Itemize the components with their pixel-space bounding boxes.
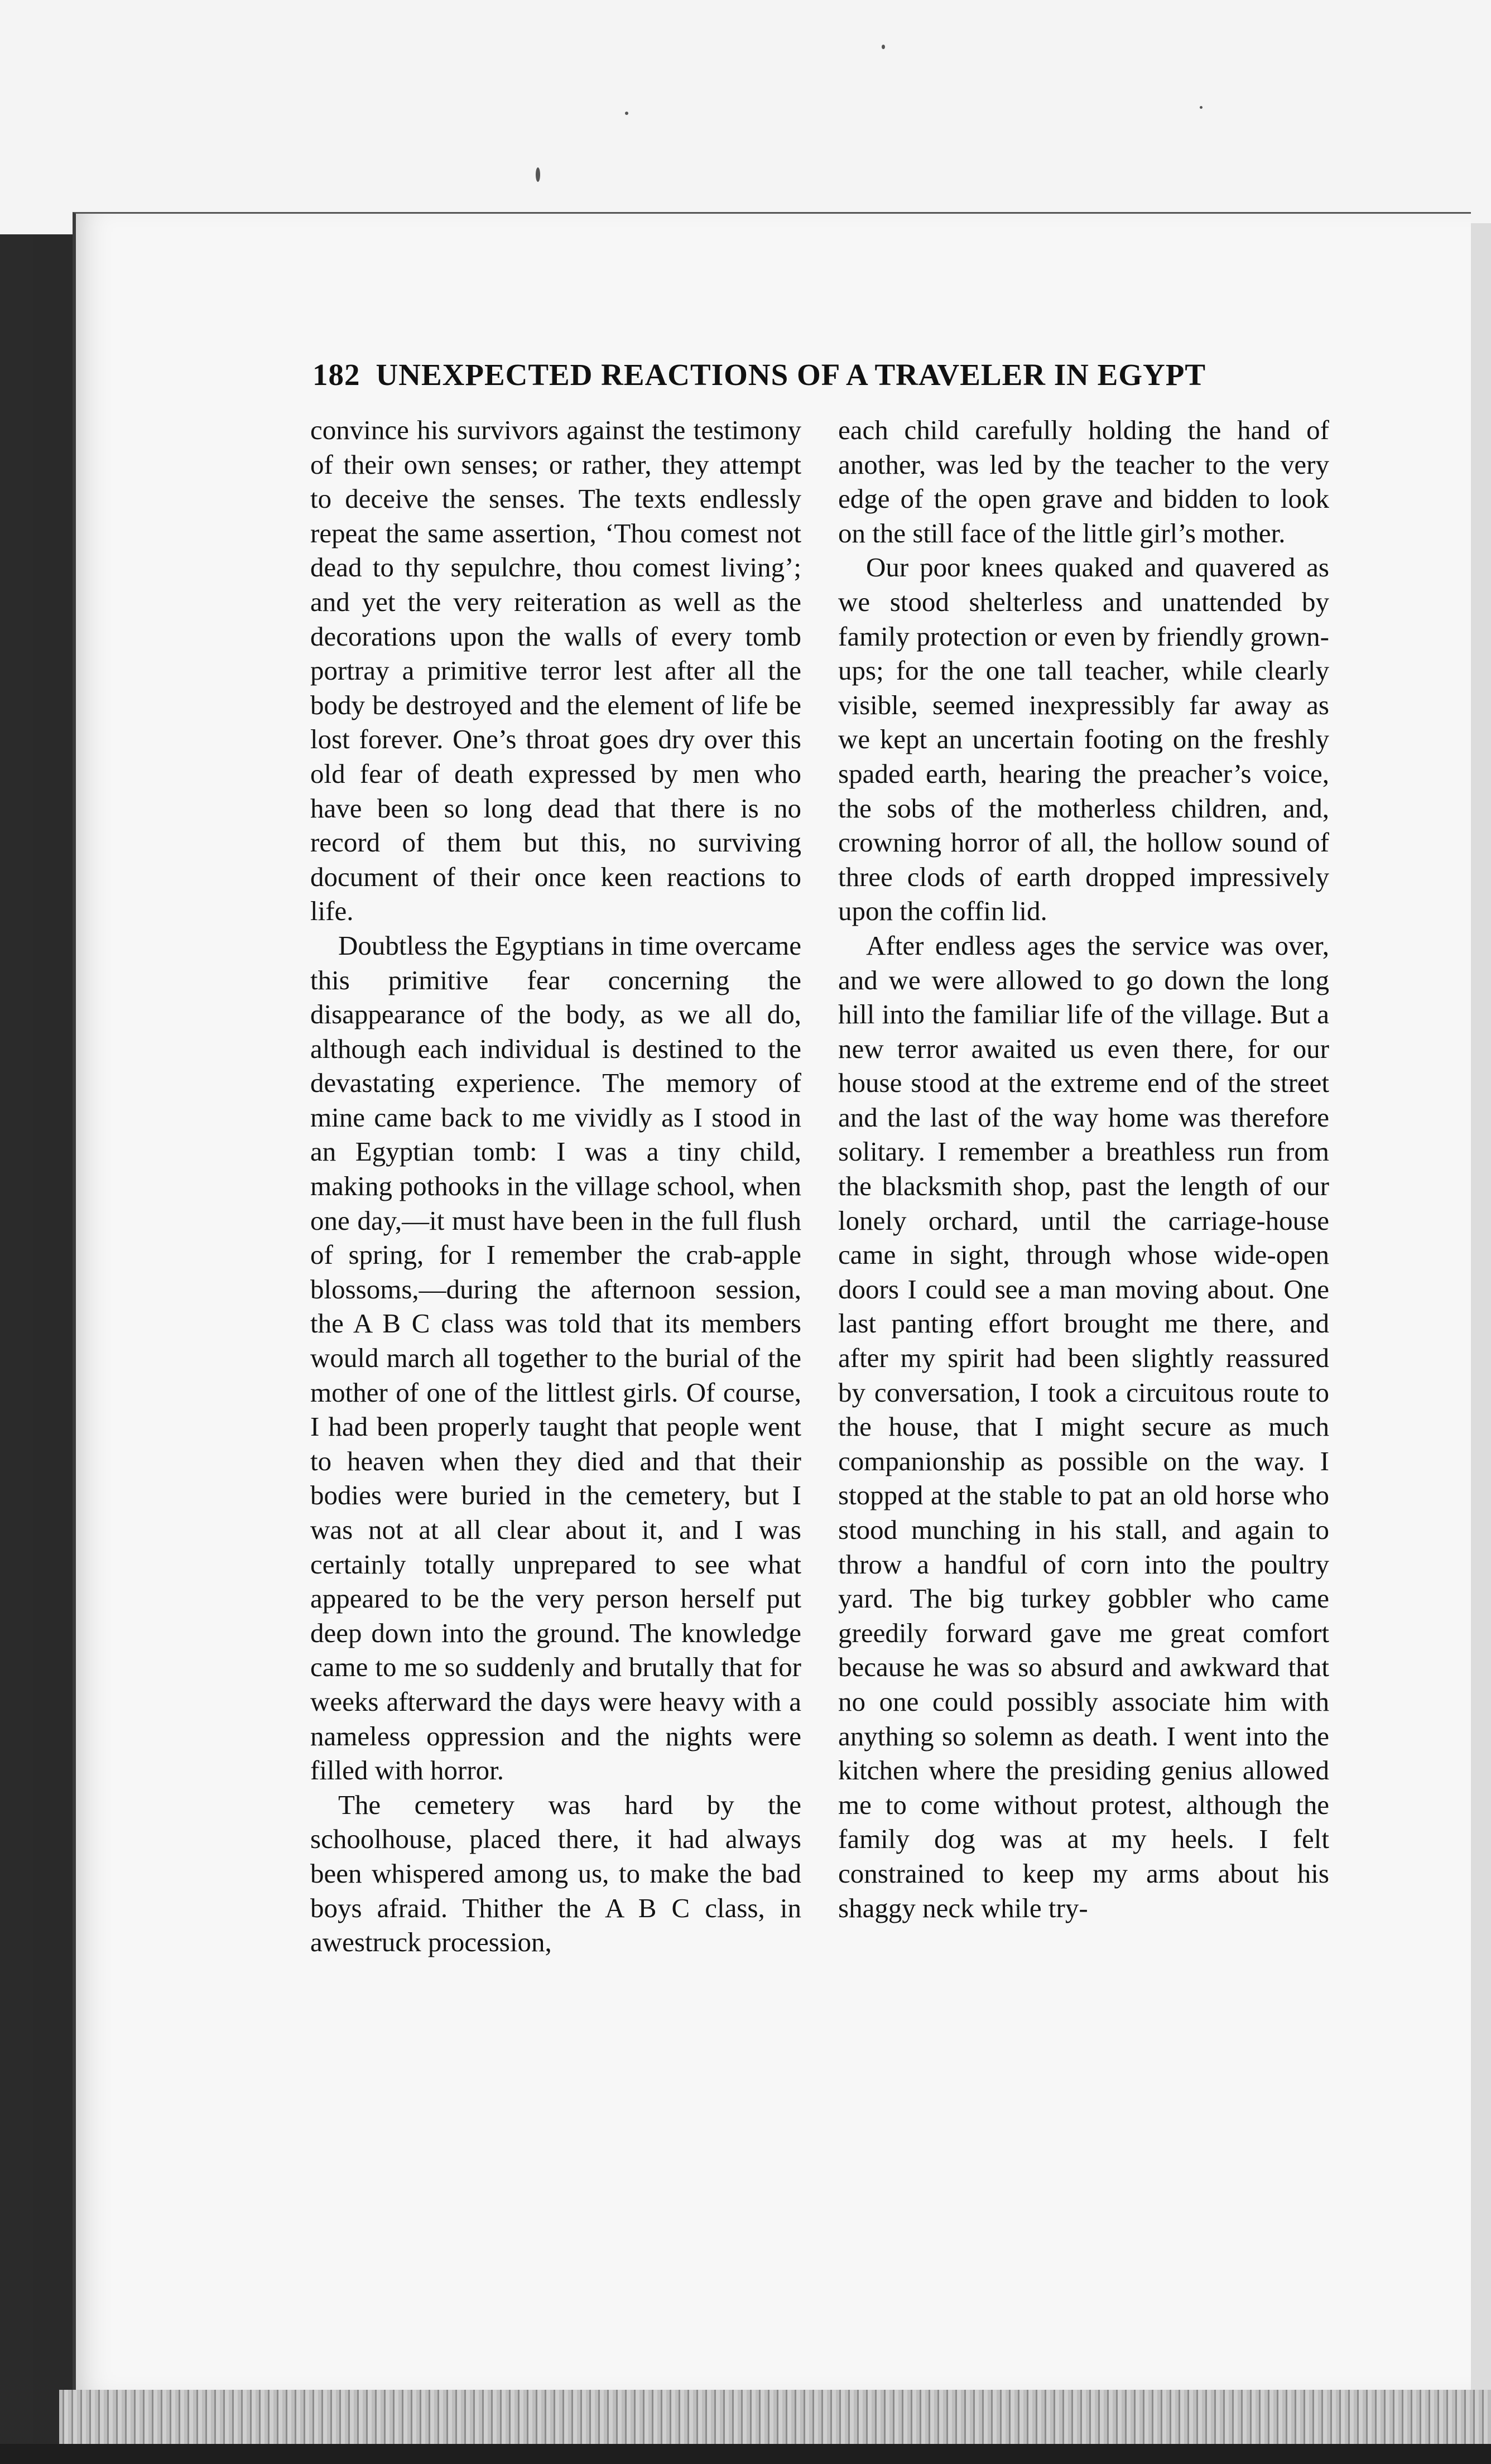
scan-background-sheet: [0, 0, 1491, 234]
scan-speck: [536, 167, 540, 182]
scan-left-edge: [0, 0, 33, 2464]
running-title: UNEXPECTED REACTIONS OF A TRAVELER IN EGYPT: [376, 358, 1206, 392]
right-column: [838, 413, 1329, 1925]
scan-bottom-strip: [0, 2444, 1491, 2464]
left-paragraph-3: The cemetery was hard by the schoolhouse, placed there, it had always been whispered among us, to make the bad boys afraid. Thither the A B C class, in awestruck procession,: [310, 1789, 801, 1958]
page-number: 182: [312, 358, 360, 392]
right-paragraph-2: Our poor knees quaked and quavered as we stood shelterless and unattended by family protection or even by friendly grown-ups; for the one tall teacher, while clearly visible, seemed inexpressibly far away as we kept an uncertain footing on the freshly spaded earth, hearing the preacher’s voice, the sobs of the motherless children, and, crowning horror of all, the hollow sound of three clods of earth dropped impressively upon the coffin lid.: [838, 552, 1329, 927]
scan-speck: [625, 112, 628, 115]
left-column: [310, 413, 801, 1960]
scan-speck: [882, 45, 885, 49]
left-paragraph-2: Doubtless the Egyptians in time overcame this primitive fear concerning the disappearance of the body, as we all do, although each individual is destined to the devastating experience. The memory of mine came back to me vividly as I stood in an Egyptian tomb: I was a tiny child, making pothooks in the village school, when one day,—it must have been in the full flush of spring, for I remember the crab-apple blossoms,—during the afternoon session, the A B C class was told that its members would march all together to the burial of the mother of one of the littlest girls. Of course, I had been properly taught that people went to heaven when they died and that their bodies were buried in the cemetery, but I was not at all clear about it, and I was certainly totally unprepared to see what appeared to be the very person herself put deep down into the ground. The knowledge came to me so suddenly and brutally that for weeks afterward the days were heavy with a nameless oppression and the nights were filled with horror.: [310, 930, 801, 1786]
scan-speck: [1200, 106, 1203, 109]
running-head: [312, 357, 1295, 402]
right-paragraph-3: After endless ages the service was over, and we were allowed to go down the long hill into the familiar life of the village. But a new terror awaited us even there, for our house stood at the extreme end of the street and the last of the way home was therefore solitary. I remember a breathless run from the blacksmith shop, past the length of our lonely orchard, until the carriage-house came in sight, through whose wide-open doors I could see a man moving about. One last panting effort brought me there, and after my spirit had been slightly reassured by conversation, I took a circuitous route to the house, that I might secure as much companionship as possible on the way. I stopped at the stable to pat an old horse who stood munching in his stall, and again to throw a handful of corn into the poultry yard. The big turkey gobbler who came greedily forward gave me great comfort because he was so absurd and awkward that no one could possibly associate him with anything so solemn as death. I went into the kitchen where the presiding genius allowed me to come without protest, although the family dog was at my heels. I felt constrained to keep my arms about his shaggy neck while try-: [838, 930, 1329, 1923]
left-paragraph-1: convince his survivors against the testimony of their own senses; or rather, they attempt to deceive the senses. The texts endlessly repeat the same assertion, ‘Thou comest not dead to thy sepulchre, thou comest living’; and yet the very reiteration as well as the decorations upon the walls of every tomb portray a primitive terror lest after all the body be destroyed and the element of life be lost forever. One’s throat goes dry over this old fear of death expressed by men who have been so long dead that there is no record of them but this, no surviving document of their once keen reactions to life.: [310, 415, 801, 927]
right-paragraph-1: each child carefully holding the hand of another, was led by the teacher to the very edge of the open grave and bidden to look on the still face of the little girl’s mother.: [838, 415, 1329, 548]
